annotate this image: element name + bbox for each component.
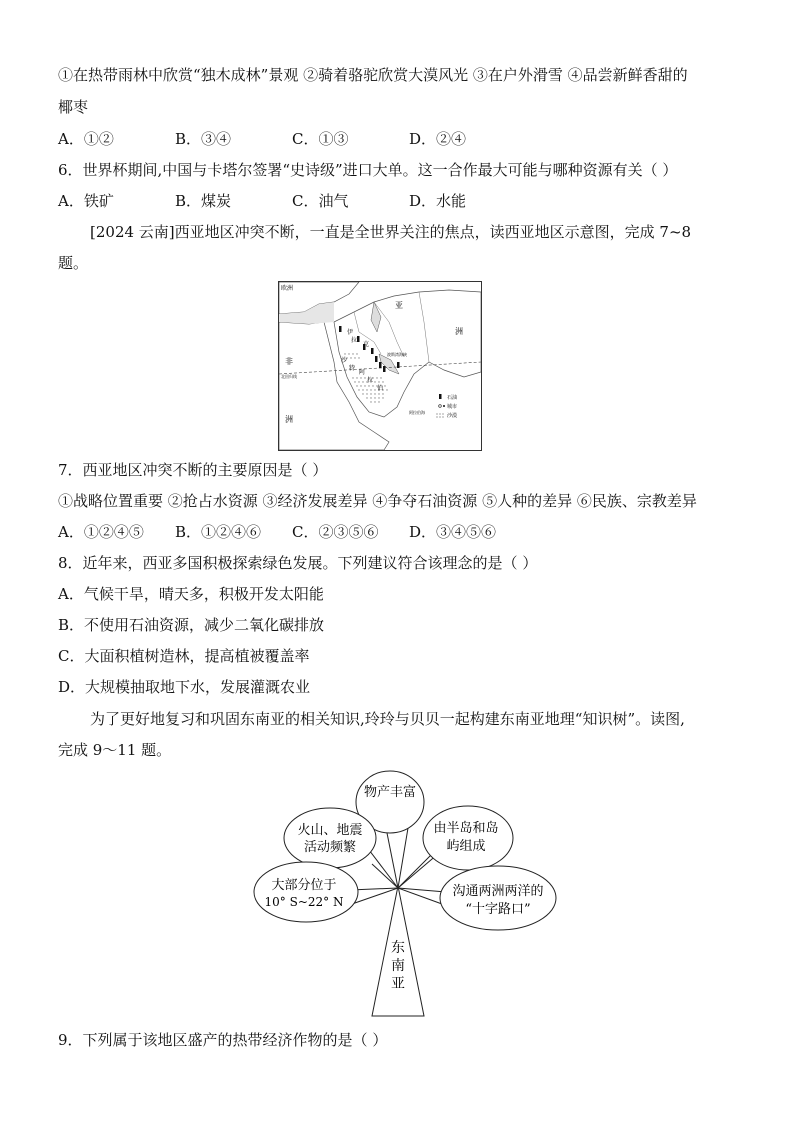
q6-options [58,190,466,211]
q8-option-b: B．不使用石油资源，减少二氧化碳排放 [58,616,325,634]
q8-option-d: D．大规模抽取地下水，发展灌溉农业 [58,678,311,696]
legend-oil-label: 石油 [447,395,458,401]
label-la: 拉 [351,337,358,344]
legend-desert-icon [436,413,443,417]
label-europe: 欧洲 [281,285,294,292]
q5-option-a: A．①② [58,130,114,148]
bubble-lower-right-line1: 沟通两洲两洋的 [452,884,544,899]
label-zhou2: 洲 [285,415,293,424]
bubble-upper-left-line1: 火山、地震 [297,823,363,838]
bubble-top-text: 物产丰富 [363,785,417,800]
trunk-char-1: 东 [391,940,405,956]
q9-stem: 9．下列属于该地区盛产的热带经济作物的是（ ） [58,1031,388,1049]
label-africa: 非 [285,357,293,366]
west-asia-map [278,281,482,451]
q6-option-c: C．油气 [292,192,349,210]
intro-9-11-line2: 完成 9～11 题。 [58,741,172,759]
label-bo: 伯 [377,385,384,392]
legend-city-label: 城市 [447,404,458,410]
label-asia: 亚 [395,301,403,310]
q8-stem: 8．近年来，西亚多国积极探索绿色发展。下列建议符合该理念的是（ ） [58,554,538,572]
bubble-upper-left [284,808,376,868]
legend-oil-icon [439,394,442,399]
q5-option-d: D．②④ [409,130,467,148]
intro-9-11-line1: 为了更好地复习和巩固东南亚的相关知识,玲玲与贝贝一起构建东南亚地理“知识树”。读图, [90,710,685,728]
label-ke: 克 [363,341,370,348]
legend-city-icon [439,405,442,408]
q7-statements: ①战略位置重要 ②抢占水资源 ③经济发展差异 ④争夺石油资源 ⑤人种的差异 ⑥民族、宗教差异 [58,492,697,510]
q7-option-d: D．③④⑤⑥ [409,523,497,541]
bubble-lower-right-line2: “十字路口” [465,902,531,917]
bubble-lower-left-line2: 10° S~22° N [264,895,344,909]
q5-options [58,128,466,149]
q6-option-d: D．水能 [409,192,467,210]
q6-option-a: A．铁矿 [58,192,114,210]
label-tropic: 北回归线 [281,374,297,379]
intro-7-8-line1: [2024 云南]西亚地区冲突不断，一直是全世界关注的焦点，读西亚地区示意图，完成 7~8 [90,223,692,241]
bubble-upper-right-line1: 由半岛和岛 [433,821,499,836]
bubble-upper-right-line2: 屿组成 [446,839,486,854]
q5-option-b: B．③④ [175,130,232,148]
bubble-upper-left-line2: 活动频繁 [303,840,357,855]
q5-statements-line1: ①在热带雨林中欣赏“独木成林”景观 ②骑着骆驼欣赏大漠风光 ③在户外滑雪 ④品尝新鲜香甜的 [58,66,688,84]
trunk-char-3: 亚 [391,976,405,992]
q7-options [58,521,496,542]
label-la2: 拉 [367,377,374,384]
knowledge-tree-drawing [248,768,558,1020]
bubble-upper-right [423,806,513,870]
label-gulf: 波斯湾海峡 [387,352,407,357]
q5-option-c: C．①③ [292,130,349,148]
asia-land [334,290,481,417]
label-sha: 沙 [341,357,348,364]
q8-option-a: A．气候干旱，晴天多，积极开发太阳能 [58,585,324,603]
bubble-lower-left-line1: 大部分位于 [271,878,337,893]
label-a: 阿 [359,369,366,376]
q7-option-b: B．①②④⑥ [175,523,262,541]
label-te: 特 [349,365,356,372]
q7-stem: 7．西亚地区冲突不断的主要原因是（ ） [58,461,328,479]
label-zhou: 洲 [455,327,463,336]
q6-stem: 6．世界杯期间,中国与卡塔尔签署“史诗级”进口大单。这一合作最大可能与哪种资源有关（ ） [58,161,678,179]
legend-desert-label: 沙漠 [447,413,458,419]
intro-7-8-line2: 题。 [58,254,89,272]
legend-city-icon-2 [443,405,445,407]
label-arabian-sea: 阿拉伯海 [409,410,425,415]
knowledge-tree [248,768,558,1020]
trunk-char-2: 南 [391,958,405,974]
label-yi: 伊 [347,329,354,336]
west-asia-map-drawing [279,282,481,450]
q5-statements-line2: 椰枣 [58,98,89,116]
q7-option-a: A．①②④⑤ [58,523,144,541]
q7-option-c: C．②③⑤⑥ [292,523,379,541]
q8-option-c: C．大面积植树造林，提高植被覆盖率 [58,647,310,665]
q6-option-b: B．煤炭 [175,192,232,210]
